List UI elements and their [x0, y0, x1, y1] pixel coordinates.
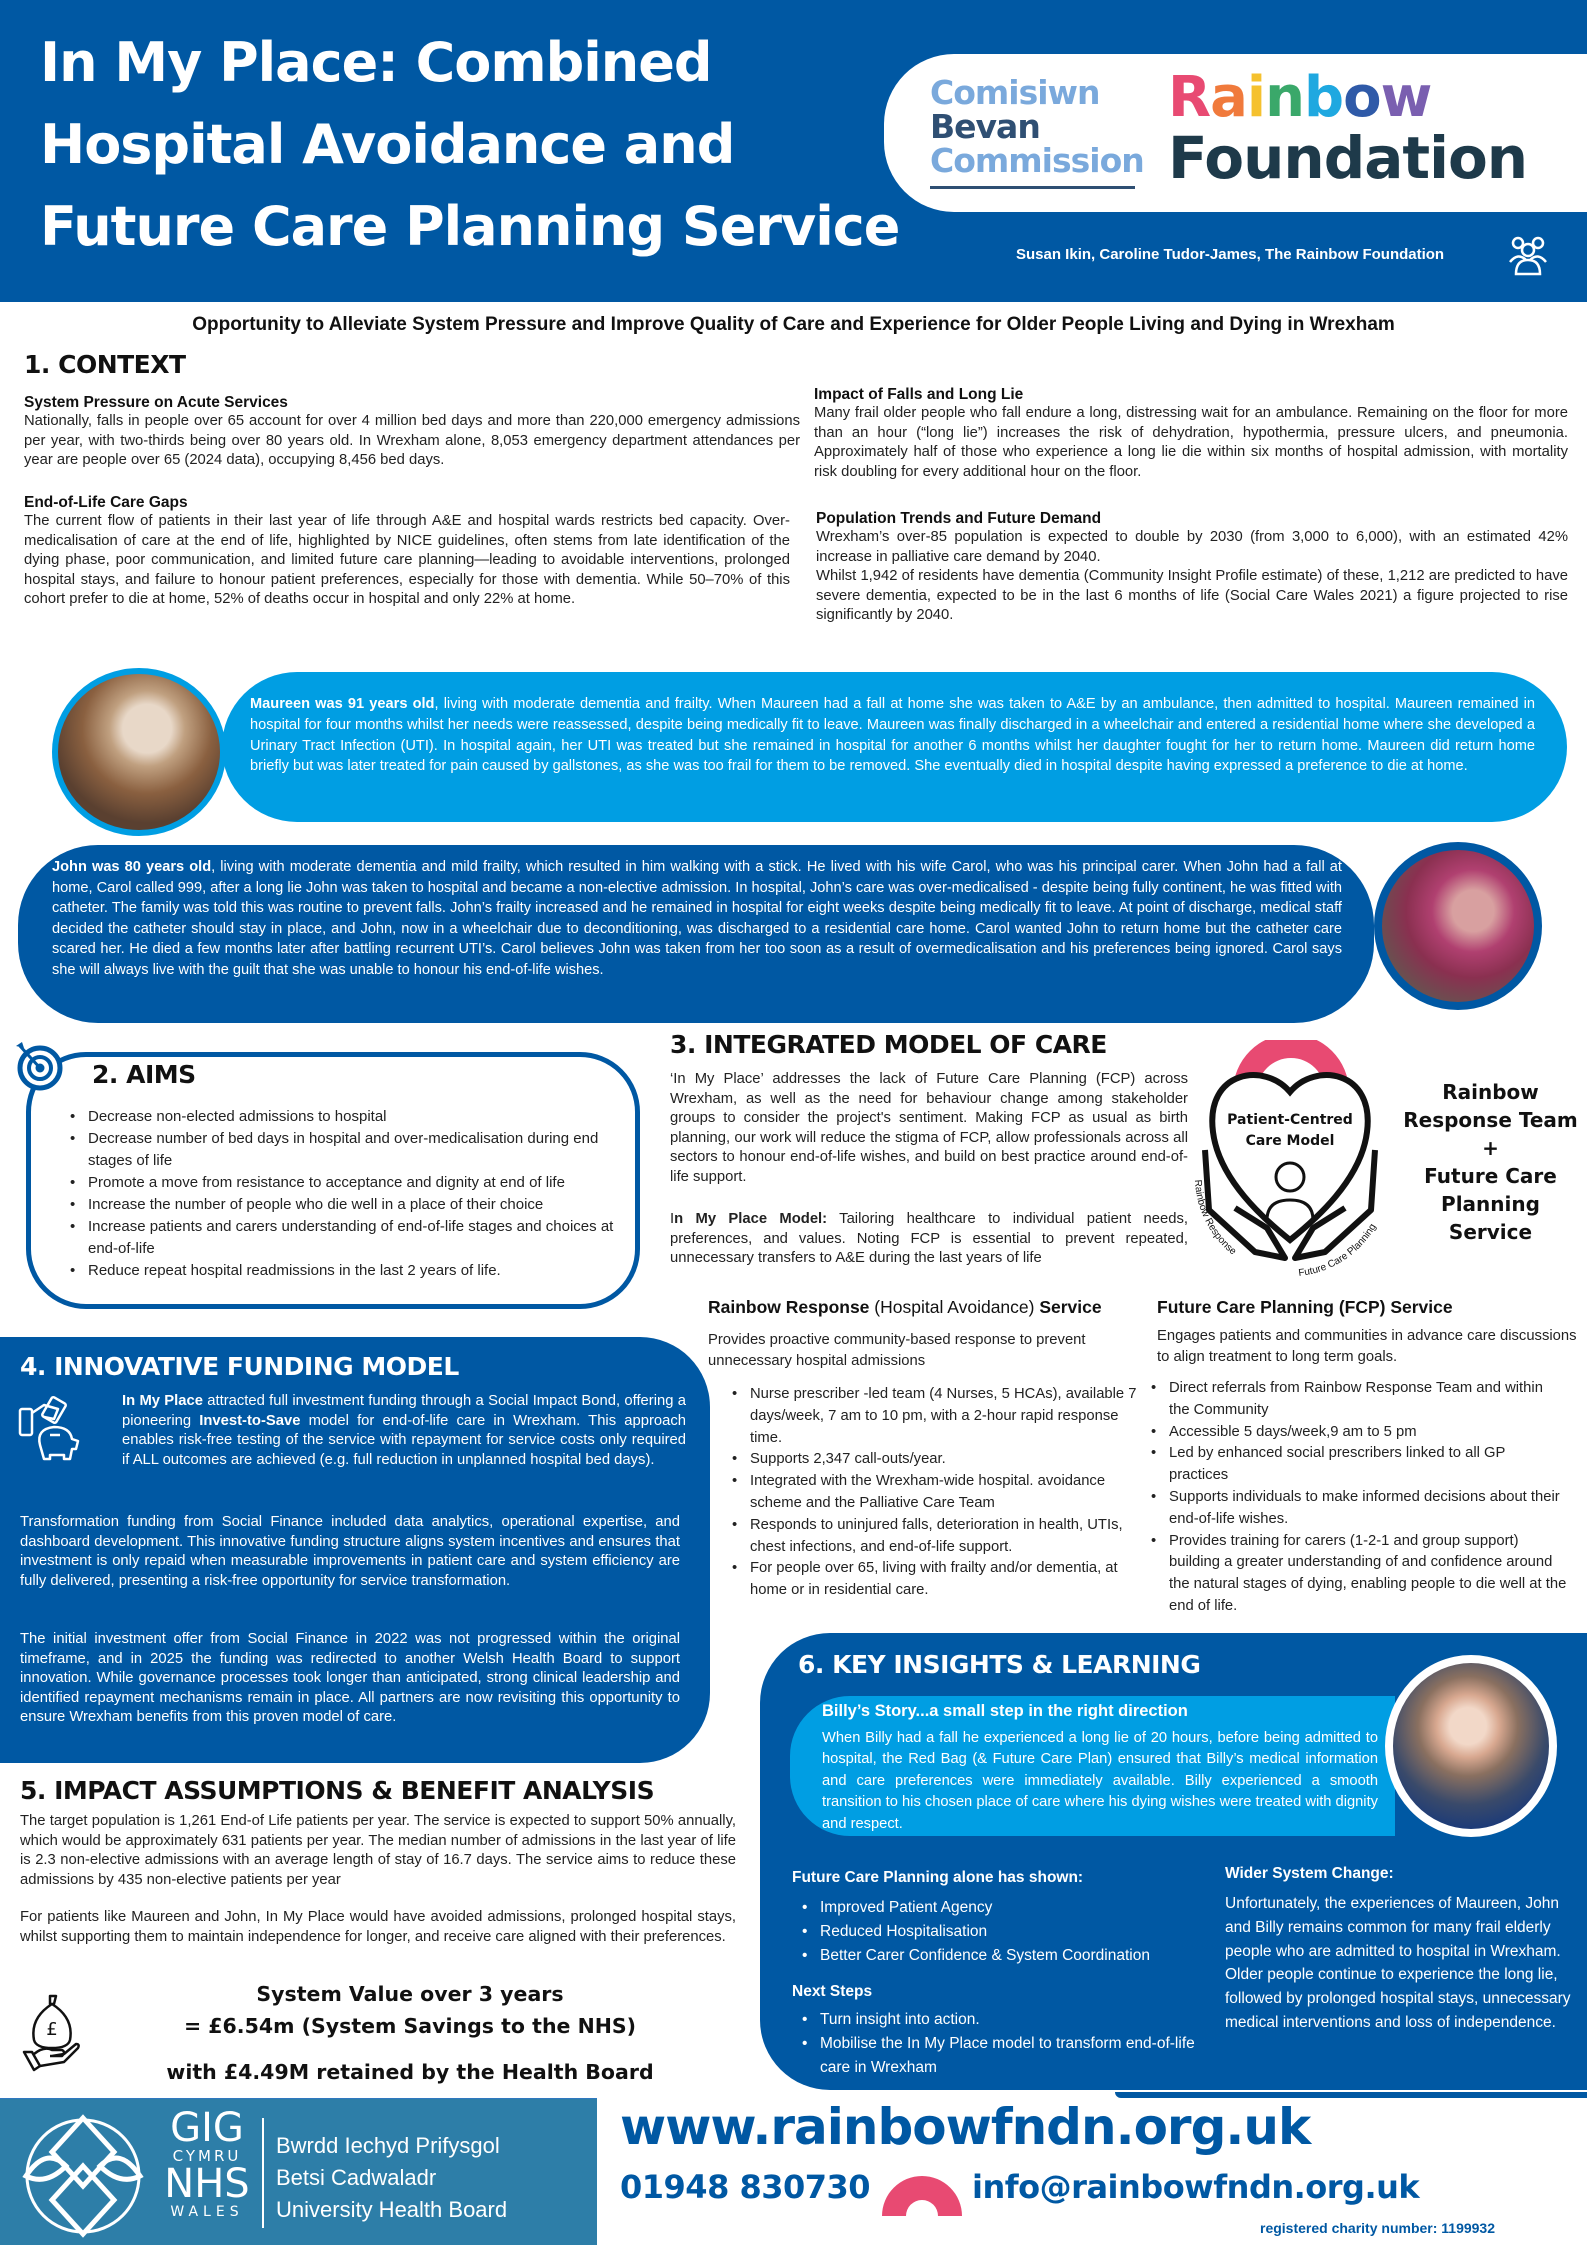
patient-centred-care-graphic	[1175, 1040, 1405, 1280]
service-item: • Provides training for carers (1-2-1 and group support) building a greater understanding of and confidence around the natural stages of dying, enabling people to die well at the end of life.	[1147, 1531, 1567, 1618]
bevan-commission-logo: Comisiwn Bevan Commission	[930, 73, 1144, 180]
rainbow-letter: w	[1380, 65, 1432, 130]
logo-divider	[262, 2118, 264, 2228]
nhs-wales-wordmark: GIG CYMRU NHS WALES	[164, 2105, 250, 2220]
context-block-system-pressure: System Pressure on Acute Services Nationally, falls in people over 65 account for over 4 million bed days and more than 220,000 emergency admissions per year, with two-thirds being over 80 years old. In Wrexham alone, 8,053 emergency department attendances per year are people over 65 (2024 data), occupying 8,456 bed days.	[24, 394, 800, 469]
title-line-2: Hospital Avoidance and	[40, 113, 735, 176]
funding-paragraph-1: In My Place attracted full investment funding through a Social Impact Bond, offering a pioneering Invest-to-Save model for end-of-life care in Wrexham. This approach enables risk-free testing of the service with repayment for service costs only required if ALL outcomes are achieved (e.g. full reduction in unplanned hospital bed days).	[122, 1393, 686, 1468]
service-item: • Integrated with the Wrexham-wide hospital. avoidance scheme and the Palliative Care Team	[728, 1471, 1148, 1515]
aim-item: • Reduce repeat hospital readmissions in the last 2 years of life.	[66, 1260, 632, 1282]
insight-item: • Improved Patient Agency	[798, 1896, 1238, 1920]
model-paragraph-2: In My Place Model: Tailoring healthcare to individual patient needs, preferences, and values. Noting FCP is essential to prevent repeated, unnecessary transfers to A&E during the last years of life	[670, 1211, 1188, 1267]
health-board-name: Bwrdd Iechyd Prifysgol Betsi Cadwaladr University Health Board	[276, 2133, 508, 2222]
next-steps-list	[798, 2008, 1218, 2080]
service-item: • Accessible 5 days/week,9 am to 5 pm	[1147, 1422, 1567, 1444]
funding-paragraph-3: The initial investment offer from Social Finance in 2022 was not progressed within the original timeframe, and in 2025 the funding was redirected to another Welsh Health Board to support innovation. While governance processes took longer than anticipated, strong clinical leadership and identified repayment mechanisms remain in place. All partners are now revisiting this opportunity to ensure Wrexham benefits from this proven model of care.	[20, 1631, 680, 1726]
title-line-3: Future Care Planning Service	[40, 195, 900, 258]
svg-text:£: £	[46, 2019, 58, 2040]
section-impact-title: 5. IMPACT ASSUMPTIONS & BENEFIT ANALYSIS	[20, 1776, 655, 1805]
rainbow-letter: R	[1168, 65, 1211, 130]
service-item: • Nurse prescriber -led team (4 Nurses, 5 HCAs), available 7 days/week, 7 am to 10 pm, with a 2-hour rapid response time.	[728, 1384, 1148, 1449]
maureen-photo	[52, 668, 226, 836]
context-block-falls: Impact of Falls and Long Lie Many frail older people who fall endure a long, distressing wait for an ambulance. Remaining on the floor for more than an hour (“long lie”) increases the risk of dehydration, hypothermia, pressure ulcers, and pneumonia. Approximately half of those who experience a long lie die within six months of hospital admission, with mortality risk doubling for every additional hour on the floor.	[814, 386, 1568, 480]
fcp-shown-title: Future Care Planning alone has shown:	[792, 1869, 1084, 1886]
rainbow-letter: i	[1246, 65, 1266, 130]
aim-item: • Increase patients and carers understanding of end-of-life stages and choices at end-of-life	[66, 1216, 632, 1260]
service-item: • Direct referrals from Rainbow Response Team and within the Community	[1147, 1378, 1567, 1422]
fcp-service-desc: Engages patients and communities in advance care discussions to align treatment to long term goals.	[1157, 1328, 1577, 1365]
rainbow-letter: n	[1265, 65, 1304, 130]
rainbow-arch-icon	[880, 2168, 964, 2216]
billy-story-text: When Billy had a fall he experienced a long lie of 20 hours, before being admitted to hospital, the Red Bag (& Future Care Plan) ensured that Billy’s medical information and care preferences were immediately available. Billy experienced a smooth transition to his chosen place of care where his dying wishes were treated with dignity and respect.	[822, 1730, 1378, 1832]
rainbow-letter: b	[1304, 65, 1344, 130]
money-bag-hand-icon	[22, 1990, 80, 2072]
section-model-title: 3. INTEGRATED MODEL OF CARE	[670, 1030, 1107, 1059]
context-block-population: Population Trends and Future Demand Wrexham’s over-85 population is expected to double by 2030 (from 3,000 to 6,000), with an estimated 42% increase in palliative care demand by 2040. Whilst 1,942 of residents have dementia (Community Insight Profile estimate) of these, 1,212 are predicted to have severe dementia, expected to be in the last 6 months of life (Social Care Wales 2021) a figure projected to rise significantly by 2040.	[816, 510, 1568, 624]
aim-item: • Promote a move from resistance to acceptance and dignity at end of life	[66, 1172, 632, 1194]
graphic-center-line-1: Patient-Centred	[1227, 1112, 1353, 1128]
service-item: • Led by enhanced social prescribers linked to all GP practices	[1147, 1443, 1567, 1487]
charity-number: registered charity number: 1199932	[1260, 2220, 1496, 2236]
service-item: • For people over 65, living with frailty and/or dementia, at home or in residential care.	[728, 1558, 1148, 1602]
rainbow-response-arc-label: Rainbow Response	[1191, 1179, 1239, 1258]
rainbow-letter: a	[1210, 65, 1247, 130]
next-step-item: • Mobilise the In My Place model to transform end-of-life care in Wrexham	[798, 2032, 1218, 2080]
phone-number[interactable]: 01948 830730	[620, 2168, 871, 2206]
email-link[interactable]: info@rainbowfndn.org.uk	[972, 2168, 1420, 2206]
section-aims-title: 2. AIMS	[92, 1060, 196, 1089]
aim-item: • Decrease number of bed days in hospital and over-medicalisation during end stages of life	[66, 1128, 632, 1172]
title-line-1: In My Place: Combined	[40, 31, 712, 94]
section-context-title: 1. CONTEXT	[24, 350, 186, 379]
next-step-item: • Turn insight into action.	[798, 2008, 1218, 2032]
billy-story-title: Billy’s Story...a small step in the right direction	[822, 1702, 1188, 1720]
service-item: • Supports 2,347 call-outs/year.	[728, 1449, 1148, 1471]
insight-item: • Reduced Hospitalisation	[798, 1920, 1238, 1944]
service-item: • Supports individuals to make informed decisions about their end-of-life wishes.	[1147, 1487, 1567, 1531]
rainbow-response-title: Rainbow Response (Hospital Avoidance) Service	[708, 1297, 1102, 1317]
celtic-knot-logo-icon	[18, 2112, 148, 2240]
graphic-center-line-2: Care Model	[1245, 1133, 1335, 1149]
website-link[interactable]: www.rainbowfndn.org.uk	[620, 2098, 1311, 2156]
impact-paragraph-2: For patients like Maureen and John, In My Place would have avoided admissions, prolonged hospital stays, whilst supporting them to maintain independence for longer, and receive care aligned with their preferences.	[20, 1909, 736, 1945]
impact-paragraph-1: The target population is 1,261 End-of Life patients per year. The service is expected to support 50% annually, which would be approximately 631 patients per year. The median number of admissions in the last year of life is 2.3 non-elective admissions with an average length of stay of 16.7 days. The service aims to reduce these admissions by 435 non-elective patients per year	[20, 1813, 736, 1888]
system-value-summary: System Value over 3 years = £6.54m (System Savings to the NHS) with £4.49M retained by the Health Board	[166, 1982, 654, 2084]
rainbow-response-desc: Provides proactive community-based response to prevent unnecessary hospital admissions	[708, 1332, 1086, 1369]
wider-system-text: Unfortunately, the experiences of Maureen, John and Billy remains common for many frail elderly people who are admitted to hospital in Wrexham. Older people continue to experience the long lie, followed by prolonged hospital stays, unnecessary medical interventions and loss of independence.	[1225, 1895, 1571, 2031]
heart-outline	[1212, 1075, 1367, 1240]
poster-subtitle: Opportunity to Alleviate System Pressure and Improve Quality of Care and Experience for Older People Living and Dying in Wrexham	[192, 314, 1395, 335]
section-funding-title: 4. INNOVATIVE FUNDING MODEL	[20, 1352, 459, 1381]
hand-money-piggy-bank-icon	[18, 1395, 80, 1475]
rainbow-foundation-logo: Rainbow Foundation	[1168, 65, 1528, 192]
wider-system-title: Wider System Change:	[1225, 1865, 1394, 1882]
bevan-logo-underline	[930, 186, 1135, 189]
aim-item: • Increase the number of people who die well in a place of their choice	[66, 1194, 632, 1216]
maureen-story-text: Maureen was 91 years old, living with moderate dementia and frailty. When Maureen had a fall at home she was taken to A&E by an ambulance, then admitted to hospital. Maureen remained in hospital for four months whilst her needs were reassessed, despite being medically fit to leave. Maureen was finally discharged in a wheelchair and entered a residential home where she developed a Urinary Tract Infection (UTI). In hospital again, her UTI was treated but she remained in hospital for another 6 months whilst her daughter fought for her to return home. Maureen did return home briefly but was later treated for pain caused by gallstones, as she was too frail for them to be removed. She eventually died in hospital despite having expressed a preference to die at home.	[250, 696, 1536, 775]
funding-paragraph-2: Transformation funding from Social Finance included data analytics, operational expertise, and dashboard development. This innovative funding structure aligns system incentives and ensures that investment is only repaid when measurable improvements in patient care and system efficiency are fully delivered, presenting a risk-free opportunity for service transformation.	[20, 1514, 680, 1589]
service-item: • Responds to uninjured falls, deterioration in health, UTIs, chest infections, and end-of-life support.	[728, 1515, 1148, 1559]
fcp-shown-list	[798, 1896, 1238, 1968]
rainbow-letter: o	[1343, 65, 1381, 130]
model-paragraph-1: ‘In My Place’ addresses the lack of Future Care Planning (FCP) across Wrexham, as well as the need for behaviour change among stakeholder groups to consider the project's sentiment. Making FCP as usual as birth planning, our work will reduce the stigma of FCP, allow professionals across all sectors to honour end-of-life wishes, and build on best practice around end-of-life support.	[670, 1071, 1188, 1185]
future-care-planning-arc-label: Future Care Planning	[1297, 1221, 1379, 1280]
model-side-label: Rainbow Response Team + Future Care Planning Service	[1403, 1080, 1578, 1244]
rainbow-response-list	[708, 1384, 1148, 1602]
target-icon	[14, 1040, 64, 1092]
fcp-service-list	[1147, 1378, 1567, 1618]
aim-item: • Decrease non-elected admissions to hospital	[66, 1106, 632, 1128]
insight-item: • Better Carer Confidence & System Coordination	[798, 1944, 1238, 1968]
next-steps-title: Next Steps	[792, 1983, 873, 2000]
aims-list	[66, 1106, 632, 1282]
john-story-text: John was 80 years old, living with moderate dementia and mild frailty, which resulted in him walking with a stick. He lived with his wife Carol, who was his principal carer. When John had a fall at home, Carol called 999, after a long lie John was taken to hospital and became a non-elective admission. In hospital, John’s care was over-medicalised - despite being fully continent, he was fitted with catheter. The family was told this was routine to prevent falls. John’s frailty increased and he remained in hospital for eight weeks despite being medically fit to leave. At point of discharge, medical staff decided the catheter should stay in place, and John, now in a wheelchair due to deconditioning, was discharged to a residential care home. Carol wanted John to return home but the catheter care scared her. He died a few months later after battling recurrent UTI’s. Carol believes John was taken from her too soon as a result of overmedicalisation and his preferences being ignored. Carol says she will always live with the guilt that she was unable to honour his end-of-life wishes.	[52, 859, 1342, 978]
poster-title	[40, 22, 900, 268]
section-insights-title: 6. KEY INSIGHTS & LEARNING	[798, 1650, 1201, 1679]
authors: Susan Ikin, Caroline Tudor-James, The Rainbow Foundation	[1016, 246, 1445, 263]
john-photo	[1374, 842, 1542, 1010]
context-block-eol-gaps: End-of-Life Care Gaps The current flow of patients in their last year of life through A&E and hospital wards restricts bed capacity. Over-medicalisation of care at the end of life, highlighted by NICE guidelines, often stems from late identification of the dying phase, poor communication, and limited future care planning—leading to avoidable interventions, prolonged hospital stays, and failure to honour patient preferences, especially for those with dementia. While 50–70% of this cohort prefer to die at home, 52% of deaths occur in hospital and only 22% at home.	[24, 494, 790, 608]
fcp-service-title: Future Care Planning (FCP) Service	[1157, 1297, 1453, 1317]
people-group-icon	[1508, 232, 1548, 276]
billy-photo	[1385, 1655, 1557, 1837]
